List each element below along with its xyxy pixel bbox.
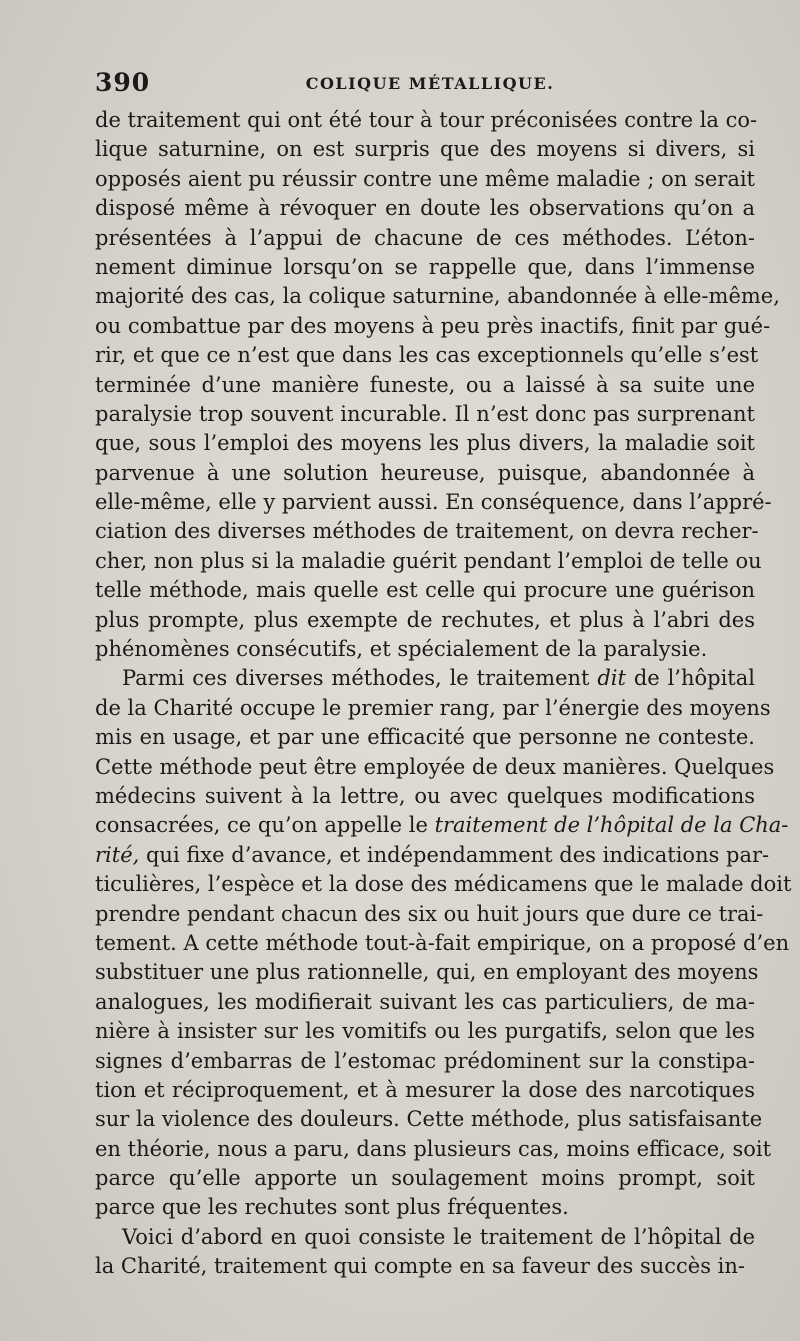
text-segment: terminée d’une manière funeste, ou a laissé à sa suite une xyxy=(95,372,755,397)
text-segment: nière à insister sur les vomitifs ou les purgatifs, selon que les xyxy=(95,1019,755,1044)
page-header xyxy=(95,68,755,104)
text-segment: phénomènes consécutifs, et spécialement de la paralysie. xyxy=(95,637,708,662)
text-line xyxy=(95,635,755,664)
text-segment: parce qu’elle apporte un soulagement moins prompt, soit xyxy=(95,1166,755,1191)
text-line xyxy=(95,1017,755,1046)
text-line xyxy=(95,841,770,870)
text-segment: mis en usage, et par une efficacité que personne ne conteste. xyxy=(95,725,755,750)
text-segment: ciation des diverses méthodes de traitement, on devra recher- xyxy=(95,519,759,544)
text-segment: parvenue à une solution heureuse, puisque, abandonnée à xyxy=(95,460,755,485)
text-line xyxy=(95,782,755,811)
text-segment: que, sous l’emploi des moyens les plus divers, la maladie soit xyxy=(95,431,755,456)
text-segment: de la Charité occupe le premier rang, par l’énergie des moyens xyxy=(95,695,771,720)
page-number: 390 xyxy=(95,68,151,97)
text-segment: Cette méthode peut être employée de deux manières. Quelques xyxy=(95,754,775,779)
text-line xyxy=(95,1047,755,1076)
text-line xyxy=(95,1252,755,1281)
text-line xyxy=(95,1135,772,1164)
text-segment: qui fixe d’avance, et indépendamment des indications par- xyxy=(139,842,770,867)
text-segment: telle méthode, mais quelle est celle qui procure une guérison xyxy=(95,578,755,603)
text-segment: plus prompte, plus exempte de rechutes, et plus à l’abri des xyxy=(95,607,755,632)
text-segment: substituer une plus rationnelle, qui, en employant des moyens xyxy=(95,960,759,985)
text-segment: en théorie, nous a paru, dans plusieurs cas, moins efficace, soit xyxy=(95,1136,772,1161)
text-segment: présentées à l’appui de chacune de ces méthodes. L’éton- xyxy=(95,225,755,250)
text-line xyxy=(95,1164,755,1193)
text-segment: de l’hôpital xyxy=(625,666,755,691)
text-line xyxy=(95,371,755,400)
text-line xyxy=(95,282,780,311)
text-segment: majorité des cas, la colique saturnine, abandonnée à elle-même, xyxy=(95,284,780,309)
text-line xyxy=(95,400,755,429)
text-line xyxy=(95,1223,755,1252)
text-line xyxy=(95,958,759,987)
text-segment: rir, et que ce n’est que dans les cas exceptionnels qu’elle s’est xyxy=(95,343,759,368)
text-line xyxy=(95,664,755,693)
text-line xyxy=(95,547,762,576)
text-line xyxy=(95,753,775,782)
text-line xyxy=(95,606,755,635)
text-line xyxy=(95,106,758,135)
text-line xyxy=(95,224,755,253)
text-line xyxy=(95,429,755,458)
text-segment: elle-même, elle y parvient aussi. En conséquence, dans l’appré- xyxy=(95,490,772,515)
text-segment: nement diminue lorsqu’on se rappelle que, dans l’immense xyxy=(95,254,755,279)
body-text xyxy=(95,106,792,1282)
text-segment: ticulières, l’espèce et la dose des médicamens que le malade doit xyxy=(95,872,792,897)
text-line xyxy=(95,1193,755,1222)
text-segment: tement. A cette méthode tout-à-fait empirique, on a proposé d’en xyxy=(95,930,790,955)
text-line xyxy=(95,811,789,840)
text-segment: opposés aient pu réussir contre une même maladie ; on serait xyxy=(95,166,755,191)
text-line xyxy=(95,694,771,723)
text-segment: de traitement qui ont été tour à tour préconisées contre la co- xyxy=(95,108,758,132)
text-line xyxy=(95,900,764,929)
text-segment: disposé même à révoquer en doute les observations qu’on a xyxy=(95,196,755,221)
text-line xyxy=(95,1076,755,1105)
text-line xyxy=(95,576,755,605)
text-segment: consacrées, ce qu’on appelle le xyxy=(95,813,435,838)
text-segment: paralysie trop souvent incurable. Il n’est donc pas surprenant xyxy=(95,401,755,426)
text-segment: tion et réciproquement, et à mesurer la dose des narcotiques xyxy=(95,1077,755,1102)
text-line xyxy=(95,253,755,282)
text-line xyxy=(95,165,755,194)
italic-text: traitement de l’hôpital de la Cha- xyxy=(434,813,789,838)
text-line xyxy=(95,929,790,958)
text-line xyxy=(95,135,755,164)
italic-text: rité, xyxy=(95,842,140,867)
text-line xyxy=(95,459,755,488)
text-segment: analogues, les modifierait suivant les cas particuliers, de ma- xyxy=(95,989,755,1014)
text-segment: Voici d’abord en quoi consiste le traitement de l’hôpital de xyxy=(122,1224,755,1249)
text-segment: lique saturnine, on est surpris que des moyens si divers, si xyxy=(95,137,755,162)
text-line xyxy=(95,341,759,370)
text-segment: parce que les rechutes sont plus fréquentes. xyxy=(95,1195,569,1220)
text-line xyxy=(95,1105,763,1134)
italic-text: dit xyxy=(597,666,626,691)
running-title: COLIQUE MÉTALLIQUE. xyxy=(305,74,555,93)
text-segment: Parmi ces diverses méthodes, le traitement xyxy=(122,666,598,691)
text-line xyxy=(95,312,771,341)
text-segment: signes d’embarras de l’estomac prédominent sur la constipa- xyxy=(95,1048,755,1073)
text-segment: cher, non plus si la maladie guérit pendant l’emploi de telle ou xyxy=(95,548,762,573)
text-line xyxy=(95,488,772,517)
text-line xyxy=(95,870,792,899)
text-segment: sur la violence des douleurs. Cette méthode, plus satisfaisante xyxy=(95,1107,763,1132)
text-segment: prendre pendant chacun des six ou huit jours que dure ce trai- xyxy=(95,901,764,926)
text-segment: la Charité, traitement qui compte en sa faveur des succès in- xyxy=(95,1254,746,1279)
text-line xyxy=(95,517,759,546)
text-line xyxy=(95,194,755,223)
text-line xyxy=(95,988,755,1017)
text-segment: ou combattue par des moyens à peu près inactifs, finit par gué- xyxy=(95,313,771,338)
text-line xyxy=(95,723,755,752)
text-segment: médecins suivent à la lettre, ou avec quelques modifications xyxy=(95,783,755,808)
